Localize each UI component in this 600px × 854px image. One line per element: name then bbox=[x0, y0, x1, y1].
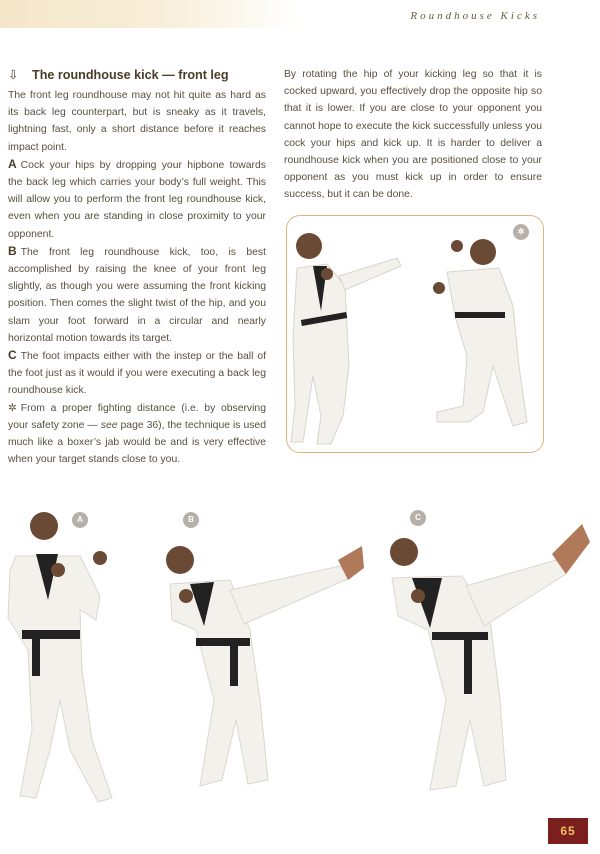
step-a-letter: A bbox=[8, 156, 17, 171]
section-heading: ⇩ The roundhouse kick — front leg bbox=[8, 66, 266, 85]
left-column bbox=[8, 66, 266, 468]
sparring-illustration bbox=[287, 216, 543, 452]
sparring-photo bbox=[286, 215, 544, 453]
step-a-paragraph: A Cock your hips by dropping your hipbone towards the back leg which carries your body’s full weight. This will allow you to perform the front leg roundhouse kick, even when you are standing in close proximity to your opponent. bbox=[8, 156, 266, 240]
figure-b bbox=[166, 546, 364, 786]
page-number: 65 bbox=[548, 818, 588, 844]
down-arrow-icon: ⇩ bbox=[8, 68, 19, 82]
photo-badge-c: C bbox=[410, 510, 426, 526]
running-head: Roundhouse Kicks bbox=[410, 10, 540, 22]
photo-badge-b: B bbox=[183, 512, 199, 528]
figure-a bbox=[8, 512, 112, 802]
figure-c bbox=[390, 524, 590, 790]
photo-badge: ✲ bbox=[513, 224, 529, 240]
right-column bbox=[284, 66, 542, 204]
star-icon: ✲ bbox=[8, 402, 17, 414]
kick-sequence-illustration bbox=[0, 500, 600, 820]
step-c-letter: C bbox=[8, 348, 17, 363]
header-band bbox=[0, 0, 300, 28]
step-c-paragraph: C The foot impacts either with the instep or the ball of the foot just as it would if you were executing a back leg roundhouse kick. bbox=[8, 348, 266, 397]
tip-paragraph: ✲ From a proper fighting distance (i.e. by observing your safety zone — see page 36), the technique is used much like a boxer’s jab would be and is very effective when your target stands close to you. bbox=[8, 402, 266, 466]
right-paragraph: By rotating the hip of your kicking leg so that it is cocked upward, you effectively drop the opposite hip so that it is lower. If you are close to your opponent you cannot hope to execute the kick successfully unless you cock your hips and kick up. It is harder to deliver a roundhouse kick when you are positioned close to your opponent as you must kick up in order to ensure success, but it can be done. bbox=[284, 69, 542, 201]
photo-badge-a: A bbox=[72, 512, 88, 528]
step-b-letter: B bbox=[8, 243, 17, 258]
step-b-paragraph: B The front leg roundhouse kick, too, is best accomplished by raising the knee of your front leg slightly, as though you were assuming the front kicking position. Then comes the slight twist of the hip, and you slam your foot forward in a circular and nearly horizontal motion towards its target. bbox=[8, 243, 266, 344]
kick-sequence-photos bbox=[0, 500, 600, 820]
intro-paragraph: The front leg roundhouse may not hit quite as hard as its back leg counterpart, but is sneaky as it travels, lightning fast, only a short distance before it reaches impact point. bbox=[8, 90, 266, 153]
